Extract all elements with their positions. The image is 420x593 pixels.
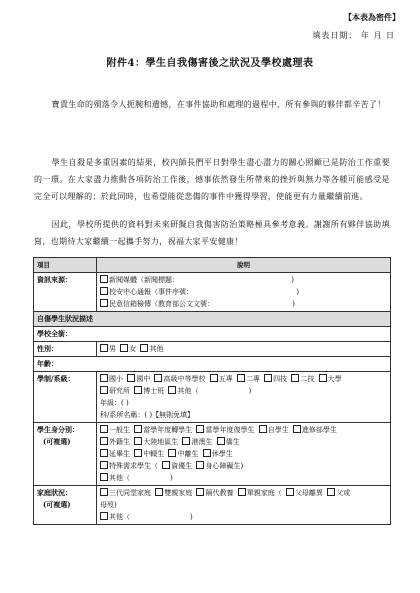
identity-withdrawn-checkbox[interactable] [168, 449, 176, 457]
identity-foreign-checkbox[interactable] [100, 437, 108, 445]
gender-other-checkbox[interactable] [140, 344, 148, 352]
identity-hk-macau-checkbox[interactable] [182, 437, 190, 445]
confidential-note: 【本表為密件】 [344, 12, 400, 22]
family-multi-select-note: (可複選) [43, 500, 71, 509]
intro-paragraph-2: 學生自殺是多重因素的結果，校內師長們平日對學生盡心盡力的關心照顧已是防治工作重要的一環。在大家盡力推動各項防治工作後，憾事依然發生所帶來的挫折與無力等各種可能感受是完全可以理解的；於此同時，也希望能從悲傷的事件中獲得學習，使能更有力量繼續前進。 [34, 158, 390, 201]
news-media-checkbox[interactable] [100, 275, 108, 283]
family-label: 家庭狀況： [37, 488, 72, 497]
edu-graduate-checkbox[interactable] [100, 386, 108, 394]
identity-suspended-checkbox[interactable] [203, 449, 211, 457]
edu-other-checkbox[interactable] [168, 386, 176, 394]
gender-female-checkbox[interactable] [120, 344, 128, 352]
gender-row [34, 342, 391, 357]
identity-overseas-chinese-checkbox[interactable] [217, 437, 225, 445]
identity-general-checkbox[interactable] [100, 425, 108, 433]
identity-label-cell [34, 423, 97, 486]
identity-other-checkbox[interactable] [100, 473, 108, 481]
family-label-cell [34, 486, 97, 525]
source-row [34, 273, 391, 312]
age-row [34, 357, 391, 372]
identity-label: 學生身分別： [37, 425, 79, 434]
source-options: 新聞媒體（新聞標題： ) 校安中心通報（事件序號： ) 民意信箱檢傳（教育部公文文號： ) [97, 273, 391, 312]
identity-mainland-checkbox[interactable] [134, 437, 142, 445]
department-line: 科/系所名稱：( )【無則免填】 [100, 411, 195, 419]
family-parent-deceased-checkbox[interactable] [327, 488, 335, 496]
edu-university-checkbox[interactable] [319, 374, 327, 382]
edu-four-year-tech-checkbox[interactable] [264, 374, 272, 382]
gender-male-checkbox[interactable] [100, 344, 108, 352]
identity-disability-checkbox[interactable] [196, 461, 204, 469]
school-name-row [34, 327, 391, 342]
edu-senior-high-checkbox[interactable] [154, 374, 162, 382]
document-title: 附件4：學生自我傷害後之狀況及學校處理表 [106, 58, 314, 69]
education-options: 國小 國中 高級中等學校 五專 二專 四技 二技 大學 研究所 博士班 其他（ ) 年級：( ) 科/系所名稱：( )【無則免填】 [97, 372, 391, 423]
family-other-checkbox[interactable] [100, 512, 108, 520]
fill-date-line: 填表日期： 年 月 日 [312, 31, 395, 40]
identity-row [34, 423, 391, 486]
edu-two-year-college-checkbox[interactable] [237, 374, 245, 382]
column-header-description: 說明 [97, 258, 391, 273]
identity-delayed-grad-checkbox[interactable] [100, 449, 108, 457]
identity-options: 一般生 當學年度轉學生 當學年度復學生 自學生 進修部學生 外籍生 大陸地區生 港澳生 僑生 延畢生 中輟生 中離生 休學生 特殊需求學生（ 資優生 身心障礙生) 其他（ ) [97, 423, 391, 486]
identity-reinstated-checkbox[interactable] [196, 425, 204, 433]
education-label: 學制/系級： [34, 372, 97, 423]
family-divorced-checkbox[interactable] [286, 488, 294, 496]
edu-elementary-checkbox[interactable] [100, 374, 108, 382]
edu-five-year-college-checkbox[interactable] [210, 374, 218, 382]
intro-paragraph-3: 因此，學校所提供的資料對未來研擬自我傷害防治策略極具參考意義。謝謝所有夥伴協助填寫，也期待大家繼續一起攜手努力，祝福大家平安健康！ [34, 220, 390, 246]
family-single-parent-checkbox[interactable] [238, 488, 246, 496]
public-opinion-mailbox-checkbox[interactable] [100, 299, 108, 307]
source-label: 資訊來源： [34, 273, 97, 312]
grade-line: 年級：( ) [100, 399, 129, 407]
identity-continuing-ed-checkbox[interactable] [293, 425, 301, 433]
intro-paragraph-1: 寶貴生命的殞落令人扼腕和遺憾，在事件協助和處理的過程中，所有參與的夥伴都辛苦了！ [51, 100, 386, 109]
family-two-parent-checkbox[interactable] [155, 488, 163, 496]
report-form-table [33, 257, 391, 525]
campus-safety-report-checkbox[interactable] [100, 287, 108, 295]
identity-self-study-checkbox[interactable] [259, 425, 267, 433]
column-header-item: 項目 [34, 258, 97, 273]
identity-dropout-checkbox[interactable] [134, 449, 142, 457]
family-grandparent-checkbox[interactable] [196, 488, 204, 496]
identity-multi-select-note: (可複選) [43, 437, 71, 446]
education-row [34, 372, 391, 423]
edu-two-year-tech-checkbox[interactable] [291, 374, 299, 382]
gender-options: 男 女 其他 [97, 342, 391, 357]
edu-junior-high-checkbox[interactable] [127, 374, 135, 382]
identity-gifted-checkbox[interactable] [162, 461, 170, 469]
section-header-row [34, 312, 391, 327]
gender-label: 性別： [34, 342, 97, 357]
family-row [34, 486, 391, 525]
family-three-generation-checkbox[interactable] [100, 488, 108, 496]
section-title: 自傷學生狀況描述 [34, 312, 391, 327]
identity-special-needs-checkbox[interactable] [100, 461, 108, 469]
edu-doctoral-checkbox[interactable] [134, 386, 142, 394]
age-label: 年齡： [34, 357, 391, 372]
identity-transfer-checkbox[interactable] [134, 425, 142, 433]
school-name-label: 學校全銜： [34, 327, 391, 342]
family-options: 三代同堂家庭 雙親家庭 隔代教養 單親家庭（ 父母離異 父或 母歿) 其他（ ) [97, 486, 391, 525]
